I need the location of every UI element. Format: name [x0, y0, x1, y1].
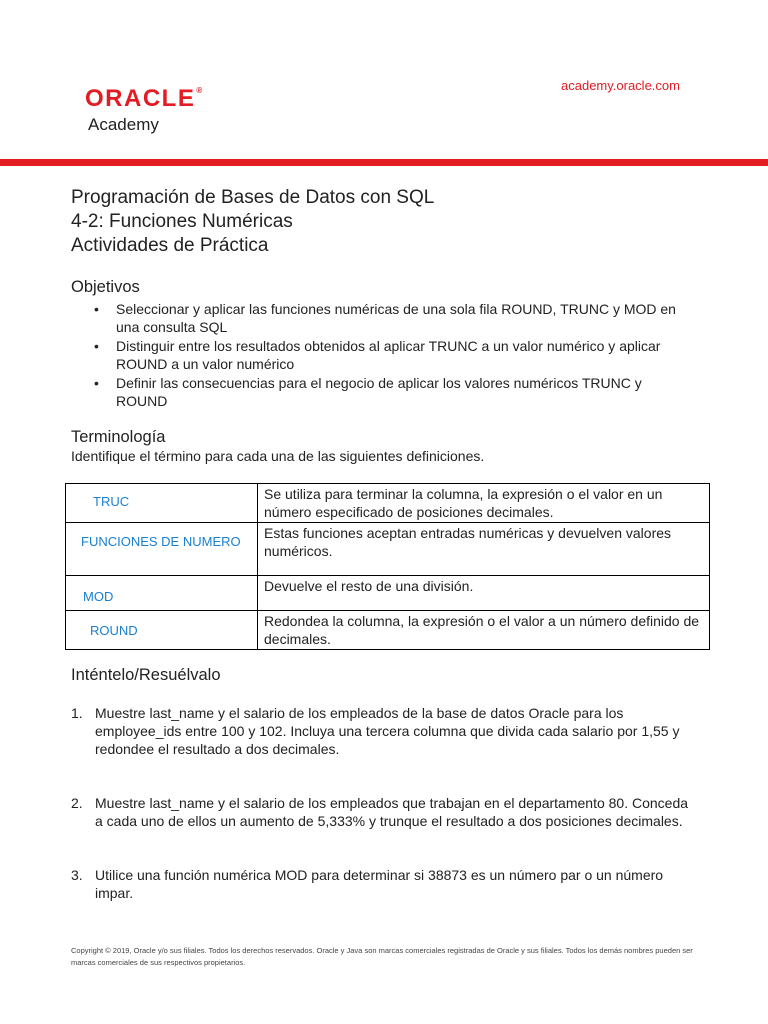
- objective-item: • Seleccionar y aplicar las funciones numéricas de una sola fila ROUND, TRUNC y MOD en una consulta SQL: [94, 301, 676, 335]
- objective-item: • Definir las consecuencias para el negocio de aplicar los valores numéricos TRUNC y ROUND: [94, 375, 642, 409]
- table-row: [66, 576, 710, 611]
- definition-cell: Estas funciones aceptan entradas numéricas y devuelven valores numéricos.: [258, 523, 710, 576]
- title-line-lesson: 4-2: Funciones Numéricas: [71, 211, 293, 232]
- table-row: [66, 611, 710, 650]
- logo-brand-text: ORACLE: [85, 85, 196, 112]
- question-number: 2.: [71, 795, 83, 811]
- question-item: [71, 866, 691, 902]
- oracle-academy-logo: [85, 86, 204, 135]
- practice-questions: [71, 704, 691, 902]
- copyright-footer: Copyright © 2019, Oracle y/o sus filiales. Todos los derechos reservados. Oracle y Java son marcas comerciales registradas de Oracle y sus filiales. Todos los demás nombres pueden ser marcas comerciales de sus respectivos propietarios.: [71, 946, 693, 967]
- term-cell: FUNCIONES DE NUMERO: [66, 523, 258, 576]
- term-cell: TRUC: [66, 484, 258, 523]
- document-title: [71, 186, 434, 258]
- term-cell: MOD: [66, 576, 258, 611]
- logo-academy-text: Academy: [88, 115, 159, 134]
- site-url-link[interactable]: academy.oracle.com: [561, 78, 680, 93]
- question-number: 1.: [71, 705, 83, 721]
- objective-item: • Distinguir entre los resultados obtenidos al aplicar TRUNC a un valor numérico y aplicar ROUND a un valor numérico: [94, 338, 661, 372]
- practice-heading: Inténtelo/Resuélvalo: [71, 666, 221, 684]
- objectives-heading: Objetivos: [71, 278, 140, 296]
- definition-cell: Se utiliza para terminar la columna, la expresión o el valor en un número especificado de posiciones decimales.: [258, 484, 710, 523]
- question-text: Utilice una función numérica MOD para determinar si 38873 es un número par o un número impar.: [95, 867, 664, 901]
- terminology-heading: Terminología: [71, 428, 166, 446]
- title-line-course: Programación de Bases de Datos con SQL: [71, 187, 435, 208]
- terminology-table: [65, 483, 710, 650]
- definition-cell: Devuelve el resto de una división.: [258, 576, 710, 611]
- objectives-list: [94, 300, 694, 411]
- term-cell: ROUND: [66, 611, 258, 650]
- question-text: Muestre last_name y el salario de los empleados que trabajan en el departamento 80. Conceda a cada uno de ellos un aumento de 5,333% y trunque el resultado a dos posiciones decimales.: [95, 795, 689, 829]
- question-item: [71, 794, 691, 830]
- bullet-icon: •: [94, 338, 99, 354]
- header-divider-bar: [0, 159, 768, 166]
- definition-cell: Redondea la columna, la expresión o el valor a un número definido de decimales.: [258, 611, 710, 650]
- table-row: [66, 523, 710, 576]
- title-line-activity: Actividades de Práctica: [71, 235, 269, 256]
- terminology-intro: Identifique el término para cada una de las siguientes definiciones.: [71, 448, 485, 464]
- bullet-icon: •: [94, 375, 99, 391]
- question-number: 3.: [71, 867, 83, 883]
- bullet-icon: •: [94, 301, 99, 317]
- table-row: [66, 484, 710, 523]
- question-item: [71, 704, 691, 758]
- question-text: Muestre last_name y el salario de los empleados de la base de datos Oracle para los employee_ids entre 100 y 102. Incluya una tercera columna que divida cada salario por 1,55 y redondee el resultado a dos decimales.: [95, 705, 680, 757]
- logo-registered-mark: ®: [196, 86, 204, 95]
